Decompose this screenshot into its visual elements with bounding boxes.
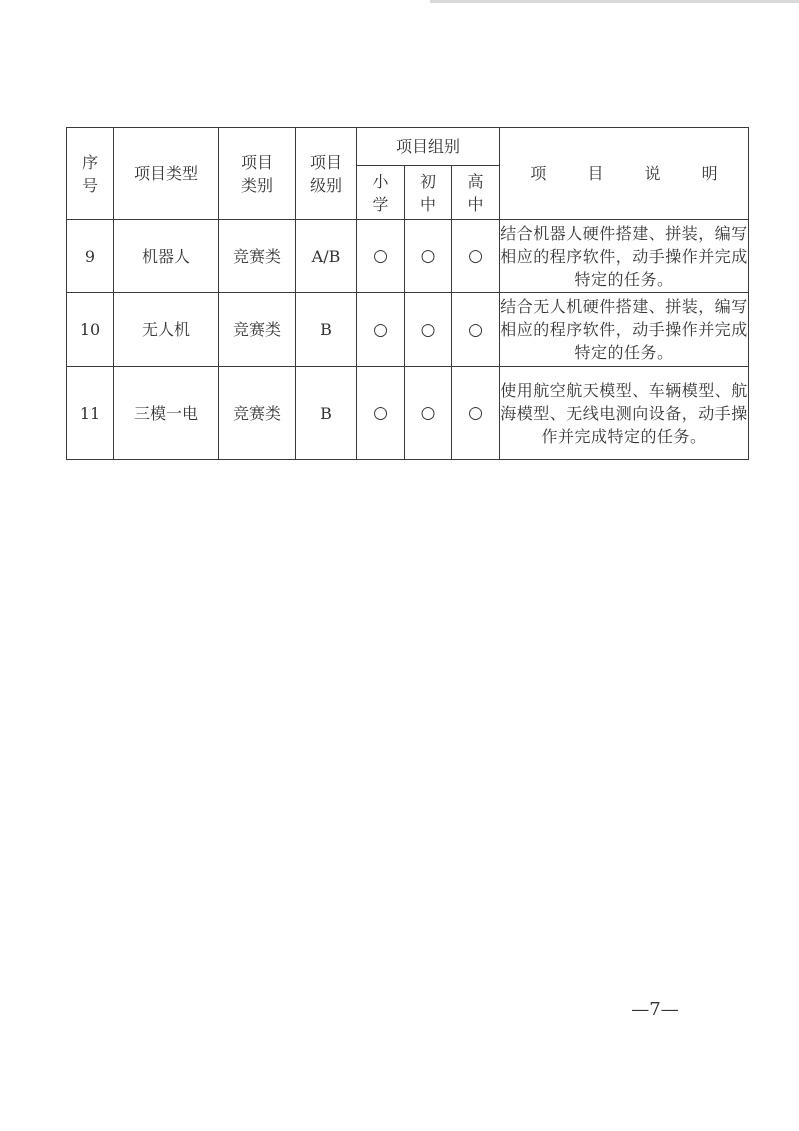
cell-category: 竞赛类 [219, 367, 296, 460]
table-row [67, 220, 749, 293]
cell-junior-circle [405, 220, 452, 293]
table-row [67, 367, 749, 460]
header-category: 项目类别 [219, 128, 296, 220]
cell-primary-circle [357, 220, 405, 293]
header-row [67, 128, 749, 166]
cell-junior-circle [405, 293, 452, 367]
cell-category: 竞赛类 [219, 293, 296, 367]
cell-description: 结合机器人硬件搭建、拼装，编写相应的程序软件，动手操作并完成特定的任务。 [500, 220, 749, 293]
header-description: 项 目 说 明 [500, 128, 749, 220]
cell-level: A/B [296, 220, 357, 293]
header-group: 项目组别 [357, 128, 500, 166]
circle-mark: ○ [420, 319, 436, 340]
circle-mark: ○ [468, 246, 483, 266]
cell-description: 结合无人机硬件搭建、拼装，编写相应的程序软件，动手操作并完成特定的任务。 [500, 293, 749, 367]
cell-primary-circle [357, 367, 405, 460]
cell-seq: 11 [67, 367, 114, 460]
header-level: 项目级别 [296, 128, 357, 220]
cell-description: 使用航空航天模型、车辆模型、航海模型、无线电测向设备，动手操作并完成特定的任务。 [500, 367, 749, 460]
header-junior: 初中 [405, 166, 452, 220]
cell-primary-circle [357, 293, 405, 367]
cell-junior-circle [405, 367, 452, 460]
circle-mark: ○ [468, 319, 483, 340]
header-primary: 小学 [357, 166, 405, 220]
circle-mark: ○ [420, 403, 436, 423]
circle-mark: ○ [373, 403, 388, 423]
cell-senior-circle [452, 220, 500, 293]
table-row [67, 293, 749, 367]
header-type: 项目类型 [114, 128, 219, 220]
cell-senior-circle [452, 293, 500, 367]
header-senior: 高中 [452, 166, 500, 220]
cell-category: 竞赛类 [219, 220, 296, 293]
cell-level: B [296, 293, 357, 367]
scan-edge [430, 0, 799, 3]
circle-mark: ○ [420, 246, 436, 266]
project-table [66, 127, 749, 460]
header-seq: 序号 [67, 128, 114, 220]
page-number: —7— [631, 999, 679, 1020]
circle-mark: ○ [373, 246, 388, 266]
circle-mark: ○ [373, 319, 388, 340]
cell-type: 无人机 [114, 293, 219, 367]
cell-seq: 10 [67, 293, 114, 367]
cell-type: 三模一电 [114, 367, 219, 460]
cell-seq: 9 [67, 220, 114, 293]
cell-senior-circle [452, 367, 500, 460]
circle-mark: ○ [468, 403, 483, 423]
cell-type: 机器人 [114, 220, 219, 293]
cell-level: B [296, 367, 357, 460]
